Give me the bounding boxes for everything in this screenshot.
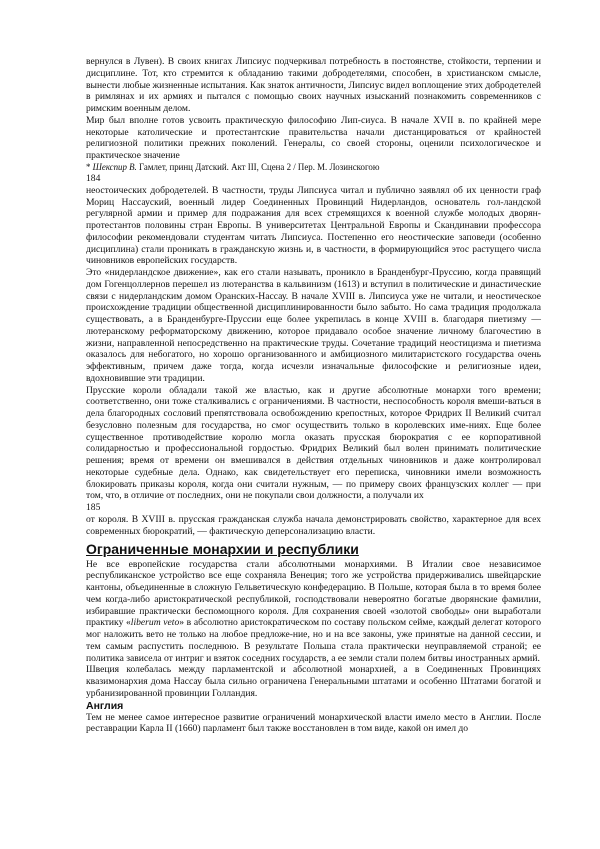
paragraph-england: Тем не менее самое интересное развитие ограничений монархической власти имело место в Англии. После реставрации Карла II (1660) парламент был также восстановлен в том виде, какой он имел до [86,711,541,735]
footnote: * Шекспир В. Гамлет, принц Датский. Акт III, Сцена 2 / Пер. М. Лозинскогою [86,161,380,172]
page-number: 185 [86,502,101,513]
latin-term: liberum veto [130,617,180,629]
paragraph-neostoic-virtues: неостоических добродетелей. В частности, труды Липсиуса читал и публично заявлял об их ценности граф Мориц Нассауский, военный лидер Соединенных Провинций Нидерландов, основатель гол-ландской регулярной армии и пример для подражания для всех стремящихся к военной службе молодых дворян-протестантов половины стран Европы. В университетах Центральной Европы и Скандинавии профессора философии рекомендовали студентам читать Липсиуса. Постепенно его неостические заповеди (особенно дисциплина) стали проникать в гражданскую жизнь и, в частности, в формирующийся этос растущего числа чиновников европейских государств. [86,184,541,267]
paragraph-limited-monarchies: Не все европейские государства стали абсолютными монархиями. В Италии свое независимое республиканское устройство все еще сохраняла Венеция; того же устройства придерживались швейцарские кантоны, объединенные в сложную Гельветическую конфедерацию. В Польше, которая была в то время более чем когда-либо аристократической республикой, господствовали невероятно богатые дворянские фамилии, избиравшие практически беспомощного короля. Для сохранения своей «золотой свободы» они выработали практику «liberum veto» в абсолютно аристократическом по составу польском сейме, каждый делегат которого мог наложить вето не только на любое предложе-ние, но и на все законы, уже принятые на данной сессии, и тем самым распустить последнюю. В результате Польша стала практически неуправляемой страной; ее политика зависела от интриг и взяток соседних государств, а ее земли стали полем битвы иностранных армий. [86,558,541,664]
document-page [86,56,541,735]
paragraph-practical-philosophy: Мир был вполне готов усвоить практическую философию Лип-сиуса. В начале XVII в. по крайней мере некоторые католические и протестантские правительства начали дистанцироваться от крайностей религиозной политики прежних поколений. Генералы, со своей стороны, оценили психологическое и практическое значение [86,114,541,161]
paragraph-prussian-civil-service: от короля. В XVIII в. прусская гражданская служба начала демонстрировать свойство, характерное для всех современных бюрократий, — фактическую деперсонализацию власти. [86,514,541,537]
subsection-heading: Англия [86,699,124,712]
page-number: 184 [86,172,101,184]
paragraph-netherlands-movement: Это «нидерландское движение», как его стали называть, проникло в Бранденбург-Пруссию, когда правящий дом Гогенцоллернов перешел из лютеранства в кальвинизм (1613) и вступил в политические и династические связи с нидерландским домом Оранских-Нассау. В начале XVIII в. Липсиуса уже не читали, и неостическое происхождение традиции общественной дисциплинированности было забыто. Но сама традиция продолжала существовать, а в Бранденбурге-Пруссии еще более укрепилась в конце XVIII в. благодаря пиетизму — лютеранскому реформаторскому движению, которое придавало особое значение личному благочестию в жизни, направленной непосредственно на практические труды. Сочетание традиций неостицизма и пиетизма оказалось для небогатого, но хорошо организованного и амбициозного милитаристского государства очень эффективным, причем даже тогда, когда исчезли изначальные философские и религиозные идеи, вдохновившие эти традиции. [86,267,541,384]
footnote-author: Шекспир В. [92,161,137,172]
paragraph-lipsius-virtues: вернулся в Лувен). В своих книгах Липсиус подчеркивал потребность в постоянстве, стойкости, терпении и дисциплине. Тот, кто стремится к обладанию такими добродетелями, способен, в христианском смысле, вынести любые жизненные испытания. Как знаток античности, Липсиус видел воплощение этих добродетелей в римлянах и их армиях и пытался с помощью своих научных изысканий познакомить современников с римским военным делом. [86,56,541,114]
paragraph-sweden-provinces: Швеция колебалась между парламентской и абсолютной монархией, а в Соединенных Провинциях квазимонархия дома Нассау была сильно ограничена Генеральными штатами и особенно Штатами богатой и урбанизированной провинции Голландия. [86,664,541,699]
paragraph-prussian-kings: Прусские короли обладали такой же властью, как и другие абсолютные монархи того времени; соответственно, они тоже сталкивались с ограничениями. В частности, неспособность короля вмеши-ваться в дела благородных сословий препятствовала освобождению крепостных, которое Фридрих II Великий считал безусловно полезным для государства, но смог осуществить только в королевских име-ниях. Еще более существенное противодействие королю могла оказать прусская бюрократия с ее корпоративной солидарностью и профессиональной гордостью. Фридрих Великий был волен принимать политические решения; время от времени он вмешивался в действия отдельных чиновников и даже контролировал некоторые судебные дела. Однако, как свидетельствует его переписка, чиновники имели возможность блокировать приказы короля, когда они считали нужным, — по примеру своих французских коллег — при том, что, в отличие от последних, они не покупали свои должности, а получали их [86,384,541,502]
section-heading: Ограниченные монархии и республики [86,540,359,557]
